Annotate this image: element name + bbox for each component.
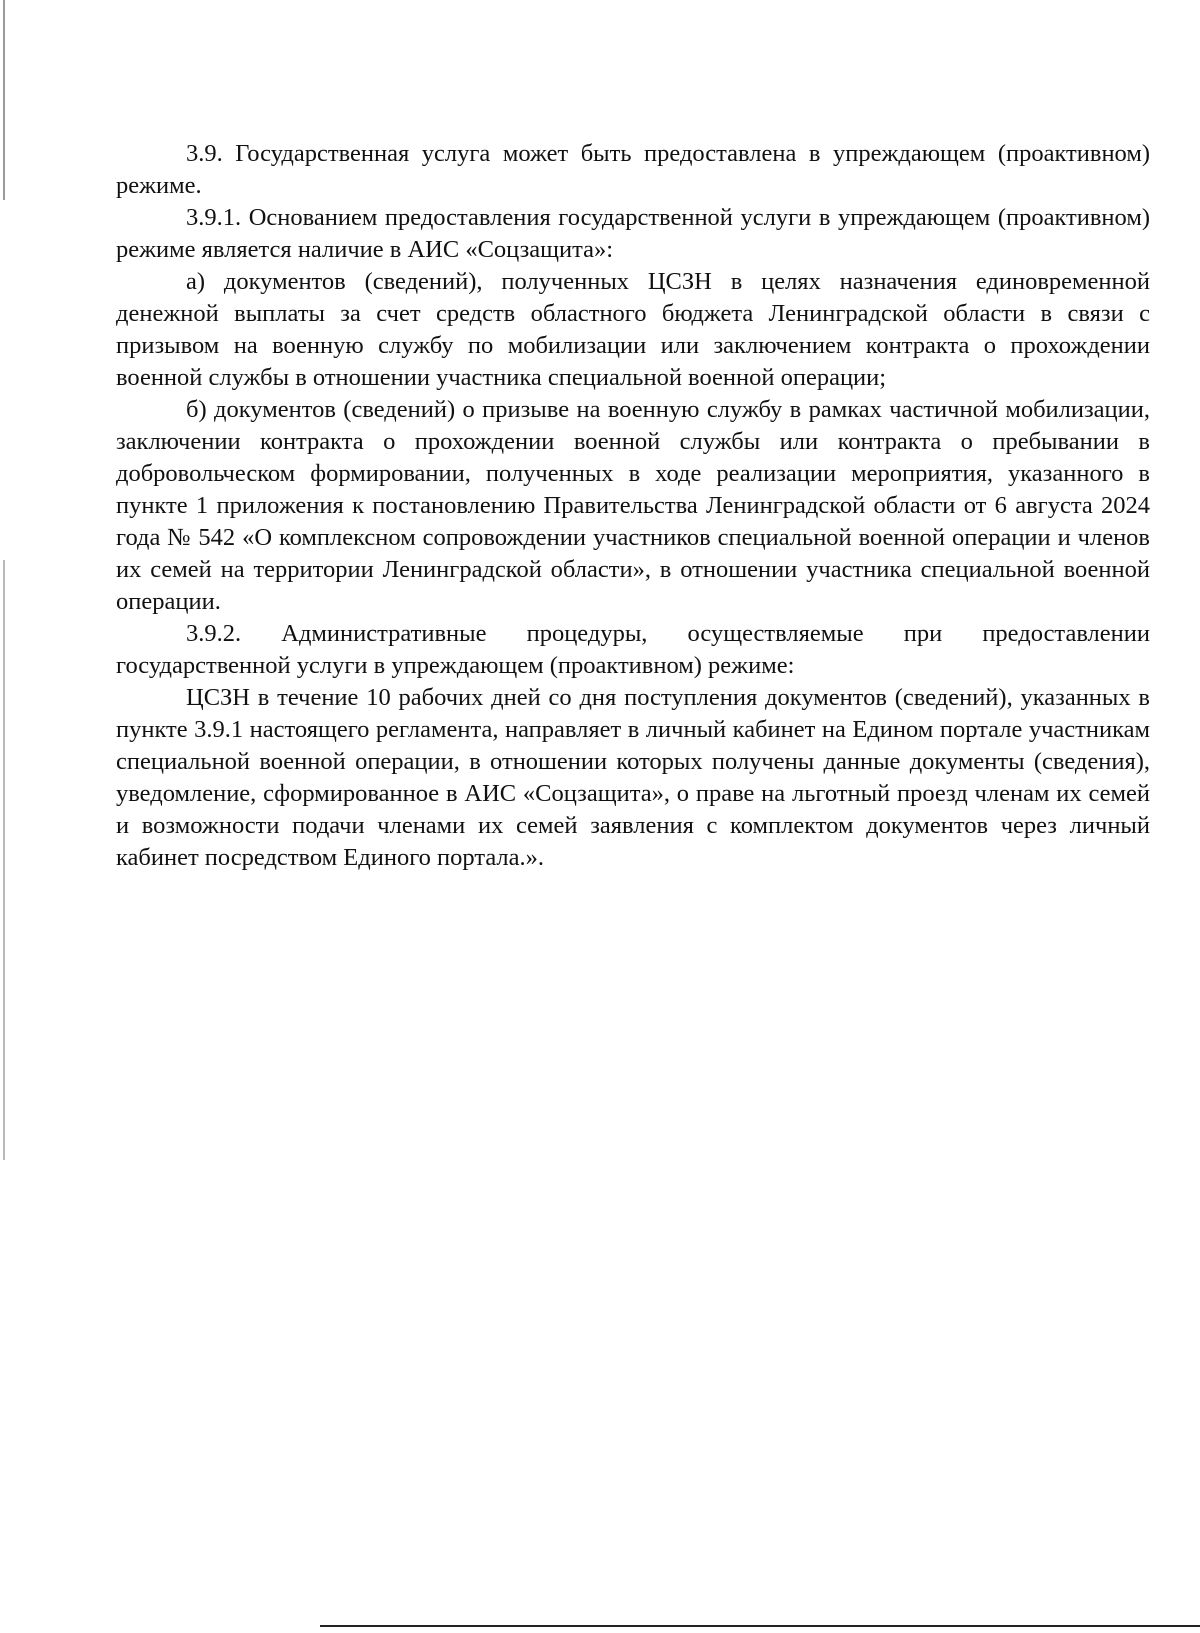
paragraph-3-9: 3.9. Государственная услуга может быть предоставлена в упреждающем (проактивном) режиме. bbox=[116, 140, 1150, 199]
paragraph-3-9-2-procedure: ЦСЗН в течение 10 рабочих дней со дня поступления документов (сведений), указанных в пункте 3.9.1 настоящего регламента, направляет в личный кабинет на Едином портале участникам специальной военной операции, в отношении которых получены данные документы (сведения), уведомление, сформированное в АИС «Соцзащита», о праве на льготный проезд членам их семей и возможности подачи членами их семей заявления с комплектом документов через личный кабинет посредством Единого портала.». bbox=[116, 684, 1150, 871]
paragraph-3-9-2: 3.9.2. Административные процедуры, осуществляемые при предоставлении государственной услуги в упреждающем (проактивном) режиме: bbox=[116, 620, 1150, 679]
scan-edge-line bbox=[3, 0, 5, 200]
paragraph-3-9-1-b: б) документов (сведений) о призыве на военную службу в рамках частичной мобилизации, заключении контракта о прохождении военной службы или контракта о пребывании в добровольческом формировании, полученных в ходе реализации мероприятия, указанного в пункте 1 приложения к постановлению Правительства Ленинградской области от 6 августа 2024 года № 542 «О комплексном сопровождении участников специальной военной операции и членов их семей на территории Ленинградской области», в отношении участника специальной военной операции. bbox=[116, 396, 1150, 615]
paragraph-3-9-1-a: а) документов (сведений), полученных ЦСЗН в целях назначения единовременной денежной выплаты за счет средств областного бюджета Ленинградской области в связи с призывом на военную службу по мобилизации или заключением контракта о прохождении военной службы в отношении участника специальной военной операции; bbox=[116, 268, 1150, 391]
document-body bbox=[116, 138, 1150, 874]
scan-edge-line bbox=[3, 560, 5, 1160]
bottom-scan-rule bbox=[320, 1625, 1200, 1627]
paragraph-3-9-1: 3.9.1. Основанием предоставления государственной услуги в упреждающем (проактивном) режиме является наличие в АИС «Соцзащита»: bbox=[116, 204, 1150, 263]
